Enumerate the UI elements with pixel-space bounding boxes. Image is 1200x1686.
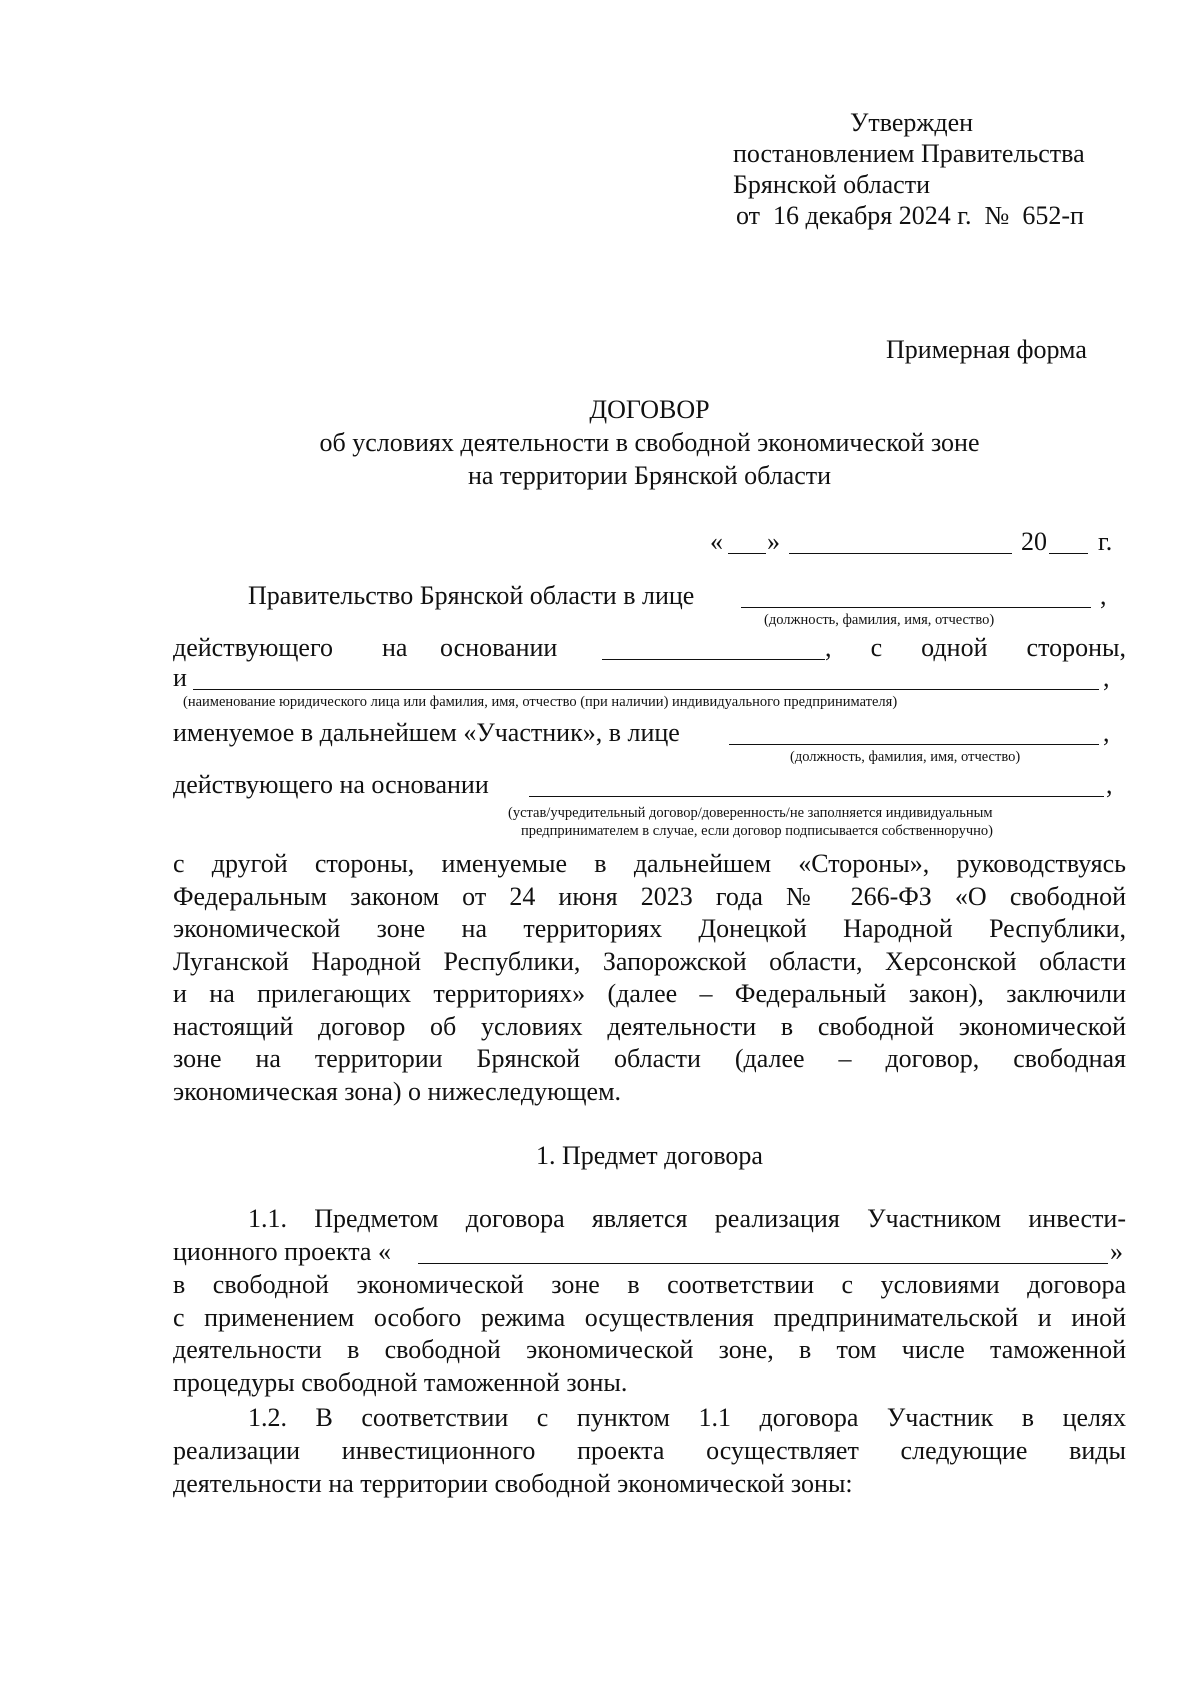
year-blank[interactable] (1049, 553, 1088, 554)
participant-representative-hint: (должность, фамилия, имя, отчество) (790, 749, 1021, 765)
participant-text: именуемое в дальнейшем «Участник», в лице (173, 718, 680, 747)
section-1-heading: 1. Предмет договора (536, 1141, 763, 1170)
clause-line: реализации инвестиционного проекта осуществляет следующие виды (173, 1436, 1126, 1465)
gov-representative-hint: (должность, фамилия, имя, отчество) (764, 612, 995, 628)
approval-date-line (736, 201, 1084, 231)
participant-name-hint: (наименование юридического лица или фамилия, имя, отчество (при наличии) индивидуального предпринимателя) (183, 694, 898, 710)
and-text: и (173, 663, 187, 692)
document-title: ДОГОВОР (589, 395, 710, 424)
form-type: Примерная форма (886, 335, 1087, 364)
participant-basis-blank[interactable] (529, 796, 1104, 797)
approval-line-2: постановлением Правительства (733, 139, 1085, 168)
preamble-line: и на прилегающих территориях» (далее – Федеральный закон), заключили (173, 979, 1126, 1008)
preamble-paragraph (173, 848, 1126, 1108)
clause-line: деятельности на территории свободной экономической зоны: (173, 1468, 853, 1498)
basis-hint-line-2: предпринимателем в случае, если договор подписывается собственноручно) (521, 823, 993, 839)
gov-basis-blank[interactable] (602, 659, 825, 660)
approval-line-1: Утвержден (850, 108, 974, 137)
clause-line: с применением особого режима осуществления предпринимательской и иной (173, 1302, 1126, 1332)
acting-word-1: действующего (173, 633, 333, 662)
approval-number: 652-п (1022, 201, 1084, 230)
clause-1-1-project-prefix: ционного проекта « (173, 1237, 391, 1266)
basis-hint-line-1: (устав/учредительный договор/доверенность/не заполняется индивидуальным (508, 805, 993, 821)
acting-word-2: на (382, 633, 408, 662)
document-subtitle-2: на территории Брянской области (467, 461, 832, 490)
acting-word-3: основании (440, 633, 558, 662)
day-blank[interactable] (728, 553, 766, 554)
participant-basis-comma: , (1106, 770, 1113, 799)
approval-from: от (736, 201, 761, 230)
participant-name-blank[interactable] (193, 689, 1099, 690)
document-subtitle-1: об условиях деятельности в свободной экономической зоне (319, 428, 980, 457)
clause-1-1-project-suffix: » (1110, 1237, 1123, 1266)
preamble-line: Луганской Народной Республики, Запорожской области, Херсонской области (173, 946, 1126, 976)
participant-rep-comma: , (1103, 718, 1110, 747)
preamble-line: с другой стороны, именуемые в дальнейшем «Стороны», руководствуясь (173, 849, 1126, 878)
year-suffix: г. (1098, 527, 1113, 556)
year-prefix: 20 (1021, 527, 1047, 556)
approval-line-3: Брянской области (733, 170, 930, 199)
preamble-line: экономической зоне на территориях Донецкой Народной Республики, (173, 914, 1126, 943)
clause-1-1-line-1: 1.1. Предметом договора является реализация Участником инвести- (248, 1204, 1126, 1233)
preamble-line: зоне на территории Брянской области (далее – договор, свободная (173, 1044, 1126, 1073)
approval-number-sign: № (984, 201, 1010, 230)
government-party-text: Правительство Брянской области в лице (248, 581, 695, 610)
clause-line: в свободной экономической зоне в соответствии с условиями договора (173, 1270, 1126, 1299)
participant-representative-blank[interactable] (729, 744, 1099, 745)
preamble-line: экономическая зона) о нижеследующем. (173, 1076, 622, 1106)
preamble-line: Федеральным законом от 24 июня 2023 года № 266-ФЗ «О свободной (173, 881, 1126, 911)
acting-basis-text: действующего на основании (173, 770, 489, 799)
clause-1-2-body (173, 1435, 1126, 1500)
clause-line: процедуры свободной таможенной зоны. (173, 1367, 628, 1397)
clause-1-1-body (173, 1269, 1126, 1399)
project-name-blank[interactable] (418, 1263, 1108, 1264)
gov-comma: , (1100, 581, 1107, 610)
clause-1-2-line-1: 1.2. В соответствии с пунктом 1.1 договора Участник в целях (248, 1403, 1126, 1432)
participant-comma: , (1103, 663, 1110, 692)
clause-line: деятельности в свободной экономической зоне, в том числе таможенной (173, 1335, 1126, 1364)
date-open-quote: « (710, 527, 723, 556)
date-close-quote: » (767, 527, 780, 556)
gov-representative-blank[interactable] (741, 607, 1091, 608)
one-side-text: , с одной стороны, (825, 633, 1126, 662)
approval-date: 16 декабря 2024 г. (773, 201, 972, 230)
preamble-line: настоящий договор об условиях деятельности в свободной экономической (173, 1011, 1126, 1041)
month-blank[interactable] (789, 553, 1012, 554)
